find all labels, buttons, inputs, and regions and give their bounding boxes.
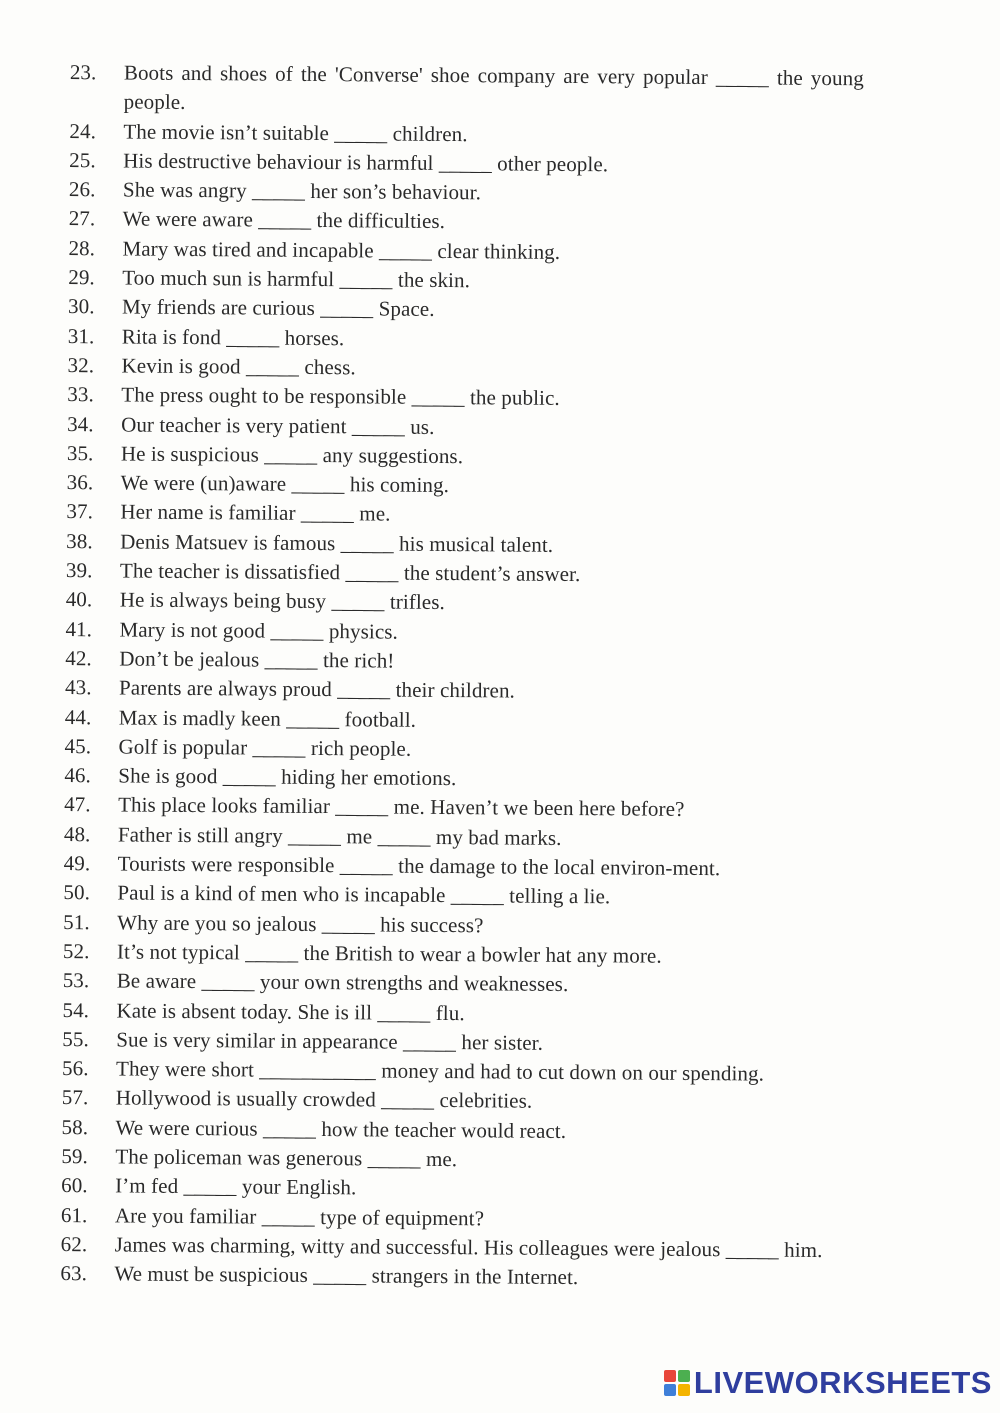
item-text: The press ought to be responsible _____ the public. xyxy=(121,382,560,411)
item-text: The teacher is dissatisfied _____ the student’s answer. xyxy=(119,558,581,587)
item-text: Golf is popular _____ rich people. xyxy=(118,734,412,761)
item-number: 33. xyxy=(67,382,95,407)
item-text: Her name is familiar _____ me. xyxy=(120,499,391,527)
item-number: 38. xyxy=(66,528,93,553)
item-text: Be aware _____ your own strengths and weaknesses. xyxy=(116,968,569,997)
item-number: 63. xyxy=(60,1261,88,1286)
item-text: Hollywood is usually crowded _____ celebrities. xyxy=(115,1085,533,1114)
item-number: 52. xyxy=(62,938,90,964)
item-number: 48. xyxy=(63,821,91,846)
item-number: 61. xyxy=(60,1202,88,1227)
item-number: 36. xyxy=(66,470,94,495)
item-number: 62. xyxy=(60,1231,88,1257)
item-text: Father is still angry _____ me _____ my bad marks. xyxy=(117,822,562,850)
item-number: 29. xyxy=(68,265,95,290)
item-number: 45. xyxy=(64,733,92,759)
item-text: This place looks familiar _____ me. Haven’t we been here before? xyxy=(118,792,685,822)
item-text: We must be suspicious _____ strangers in the Internet. xyxy=(114,1261,579,1290)
item-text: We were (un)aware _____ his coming. xyxy=(120,470,450,498)
item-number: 47. xyxy=(64,792,91,817)
item-number: 57. xyxy=(61,1085,89,1110)
item-text: He is suspicious _____ any suggestions. xyxy=(120,441,464,469)
item-text: My friends are curious _____ Space. xyxy=(121,294,435,322)
item-number: 56. xyxy=(61,1056,89,1081)
item-number: 25. xyxy=(69,147,96,173)
item-text: Kevin is good _____ chess. xyxy=(121,353,356,380)
item-text: I’m fed _____ your English. xyxy=(115,1173,357,1200)
liveworksheets-logo-icon xyxy=(664,1370,690,1396)
item-number: 40. xyxy=(65,587,93,612)
item-text: Rita is fond _____ horses. xyxy=(121,324,345,350)
item-number: 26. xyxy=(68,177,96,202)
item-text: Boots and shoes of the 'Converse' shoe company are very popular _____ the young people. xyxy=(123,60,870,115)
item-text: Our teacher is very patient _____ us. xyxy=(121,412,435,439)
item-number: 27. xyxy=(68,206,96,231)
item-text: Kate is absent today. She is ill _____ flu. xyxy=(116,997,465,1025)
item-number: 43. xyxy=(64,675,92,700)
item-text: Tourists were responsible _____ the damage to the local environ-ment. xyxy=(117,851,721,881)
item-number: 50. xyxy=(63,880,91,905)
item-number: 32. xyxy=(67,353,95,378)
item-text: Are you familiar _____ type of equipment? xyxy=(114,1203,485,1230)
logo-square-blue xyxy=(664,1384,676,1396)
item-text: He is always being busy _____ trifles. xyxy=(119,587,446,615)
item-text: We were curious _____ how the teacher would react. xyxy=(115,1115,567,1143)
item-number: 59. xyxy=(61,1143,89,1169)
item-number: 46. xyxy=(64,763,92,788)
item-text: Paul is a kind of men who is incapable _____ telling a lie. xyxy=(117,880,611,909)
item-number: 31. xyxy=(67,323,95,348)
item-number: 49. xyxy=(63,851,91,876)
item-text: Too much sun is harmful _____ the skin. xyxy=(122,265,471,293)
item-number: 42. xyxy=(65,645,92,671)
item-number: 30. xyxy=(67,294,95,319)
item-number: 44. xyxy=(64,704,92,729)
item-text: The movie isn’t suitable _____ children. xyxy=(123,119,468,146)
exercise-list xyxy=(54,58,870,1295)
item-number: 51. xyxy=(63,909,90,934)
item-number: 53. xyxy=(62,968,90,993)
item-number: 60. xyxy=(61,1173,88,1198)
list-item xyxy=(64,58,870,123)
item-text: She was angry _____ her son’s behaviour. xyxy=(122,177,482,205)
item-number: 35. xyxy=(66,440,94,466)
item-text: Don’t be jealous _____ the rich! xyxy=(119,646,395,673)
item-number: 41. xyxy=(65,616,93,641)
item-number: 34. xyxy=(67,411,94,436)
item-number: 37. xyxy=(66,499,94,524)
item-number: 54. xyxy=(62,997,90,1022)
item-number: 39. xyxy=(65,558,93,583)
item-text: The policeman was generous _____ me. xyxy=(115,1144,458,1172)
item-text: It’s not typical _____ the British to wear a bowler hat any more. xyxy=(116,939,662,968)
item-number: 28. xyxy=(68,235,96,261)
logo-square-yellow xyxy=(678,1384,690,1396)
item-number: 55. xyxy=(62,1026,89,1052)
item-text: Mary is not good _____ physics. xyxy=(119,617,399,644)
item-number: 24. xyxy=(69,118,97,143)
item-text: Mary was tired and incapable _____ clear thinking. xyxy=(122,236,561,264)
liveworksheets-brand-text: LIVEWORKSHEETS xyxy=(693,1365,992,1400)
item-text: Sue is very similar in appearance _____ her sister. xyxy=(116,1027,544,1055)
item-text: His destructive behaviour is harmful _____ other people. xyxy=(123,148,609,177)
item-text: James was charming, witty and successful. His colleagues were jealous _____ him. xyxy=(114,1232,823,1262)
item-text: They were short ___________ money and had to cut down on our spending. xyxy=(115,1056,765,1086)
liveworksheets-logo xyxy=(664,1363,992,1403)
list-item xyxy=(54,1259,854,1295)
item-text: Denis Matsuev is famous _____ his musical talent. xyxy=(120,529,554,557)
item-text: Max is madly keen _____ football. xyxy=(118,704,417,732)
item-text: We were aware _____ the difficulties. xyxy=(122,206,446,234)
logo-square-red xyxy=(664,1370,676,1382)
item-text: She is good _____ hiding her emotions. xyxy=(118,763,457,791)
logo-square-green xyxy=(678,1370,690,1382)
item-text: Why are you so jealous _____ his success? xyxy=(117,910,484,937)
item-text: Parents are always proud _____ their children. xyxy=(118,675,516,703)
item-number: 58. xyxy=(61,1114,89,1139)
item-number: 23. xyxy=(69,60,97,85)
